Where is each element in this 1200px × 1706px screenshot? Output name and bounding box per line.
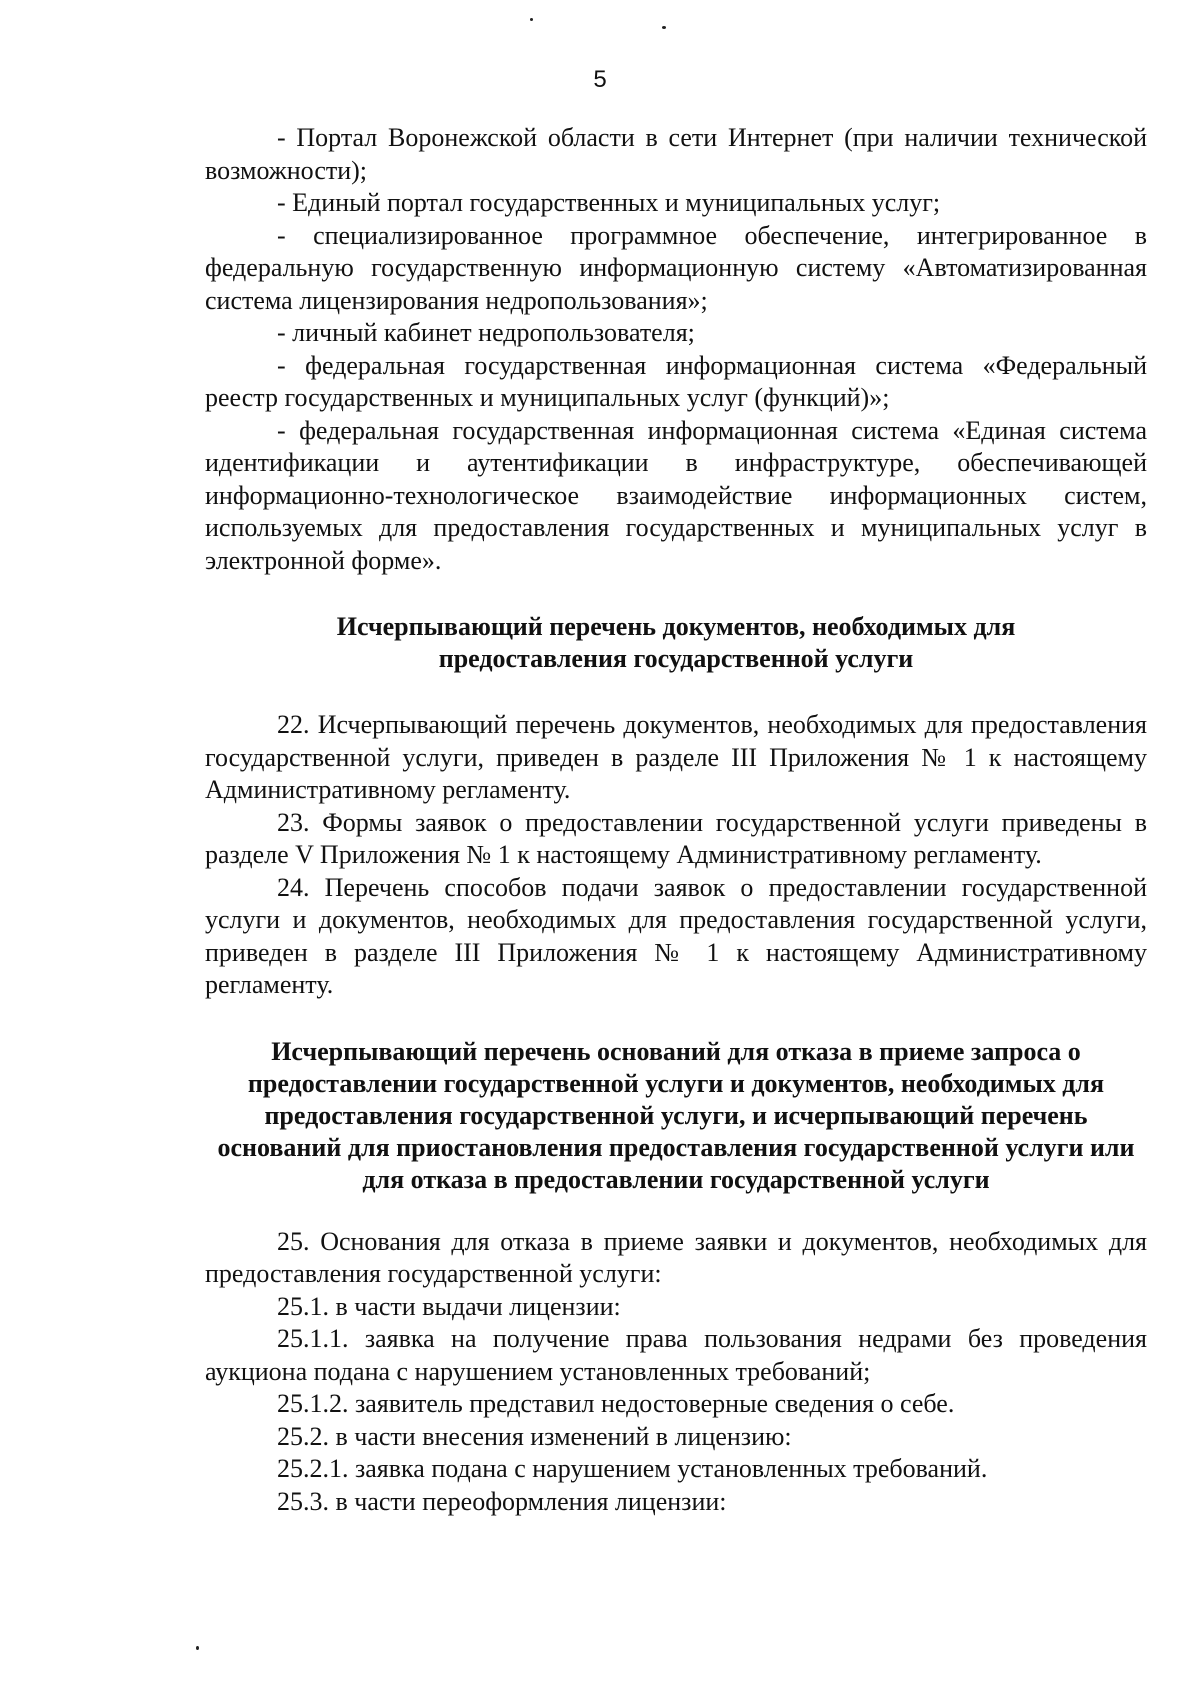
list-item-federal-registry: - федеральная государственная информационная система «Федеральный реестр государственных и муниципальных услуг (функций)»; xyxy=(205,350,1147,412)
page-number: 5 xyxy=(593,66,607,93)
document-body xyxy=(205,122,1147,1518)
paragraph-25-1-1: 25.1.1. заявка на получение права пользования недрами без проведения аукциона подана с нарушением установленных требований; xyxy=(205,1324,1147,1386)
list-item-unified-portal: - Единый портал государственных и муниципальных услуг; xyxy=(277,188,941,217)
paragraph-25-2-1: 25.2.1. заявка подана с нарушением установленных требований. xyxy=(277,1454,988,1483)
section-heading-documents: Исчерпывающий перечень документов, необходимых для предоставления государственной услуги xyxy=(336,612,1016,673)
list-item-personal-account: - личный кабинет недропользователя; xyxy=(277,318,695,347)
list-item-portal-voronezh: - Портал Воронежской области в сети Интернет (при наличии технической возможности); xyxy=(205,123,1147,185)
section-heading-refusal-grounds: Исчерпывающий перечень оснований для отказа в приеме запроса о предоставлении государственной услуги и документов, необходимых для предоставления государственной услуги, и исчерпывающий перечень оснований для приостановления предоставления государственной услуги или для отказа в предоставлении государственной услуги xyxy=(217,1036,1135,1194)
paragraph-24: 24. Перечень способов подачи заявок о предоставлении государственной услуги и документов, необходимых для предоставления государственной услуги, приведен в разделе III Приложения № 1 к настоящему Административному регламенту. xyxy=(205,872,1147,999)
paragraph-25-2: 25.2. в части внесения изменений в лицензию: xyxy=(277,1421,792,1451)
paragraph-25-1: 25.1. в части выдачи лицензии: xyxy=(277,1291,621,1321)
scan-speck xyxy=(662,26,666,29)
scan-speck xyxy=(530,18,533,21)
paragraph-23: 23. Формы заявок о предоставлении государственной услуги приведены в разделе V Приложения № 1 к настоящему Административному регламенту. xyxy=(205,807,1147,869)
list-item-esia: - федеральная государственная информационная система «Единая система идентификации и аутентификации в инфраструктуре, обеспечивающей информационно-технологическое взаимодействие информационных систем, используемых для предоставления государственных и муниципальных услуг в электронной форме». xyxy=(205,415,1147,575)
paragraph-25-1-2: 25.1.2. заявитель представил недостоверные сведения о себе. xyxy=(277,1389,955,1418)
list-item-specialized-software: - специализированное программное обеспечение, интегрированное в федеральную государственную информационную систему «Автоматизированная система лицензирования недропользования»; xyxy=(205,220,1147,315)
paragraph-25-3: 25.3. в части переоформления лицензии: xyxy=(277,1486,727,1516)
scan-speck xyxy=(196,1646,199,1650)
paragraph-25: 25. Основания для отказа в приеме заявки и документов, необходимых для предоставления государственной услуги: xyxy=(205,1226,1147,1288)
paragraph-22: 22. Исчерпывающий перечень документов, необходимых для предоставления государственной услуги, приведен в разделе III Приложения № 1 к настоящему Административному регламенту. xyxy=(205,710,1147,804)
